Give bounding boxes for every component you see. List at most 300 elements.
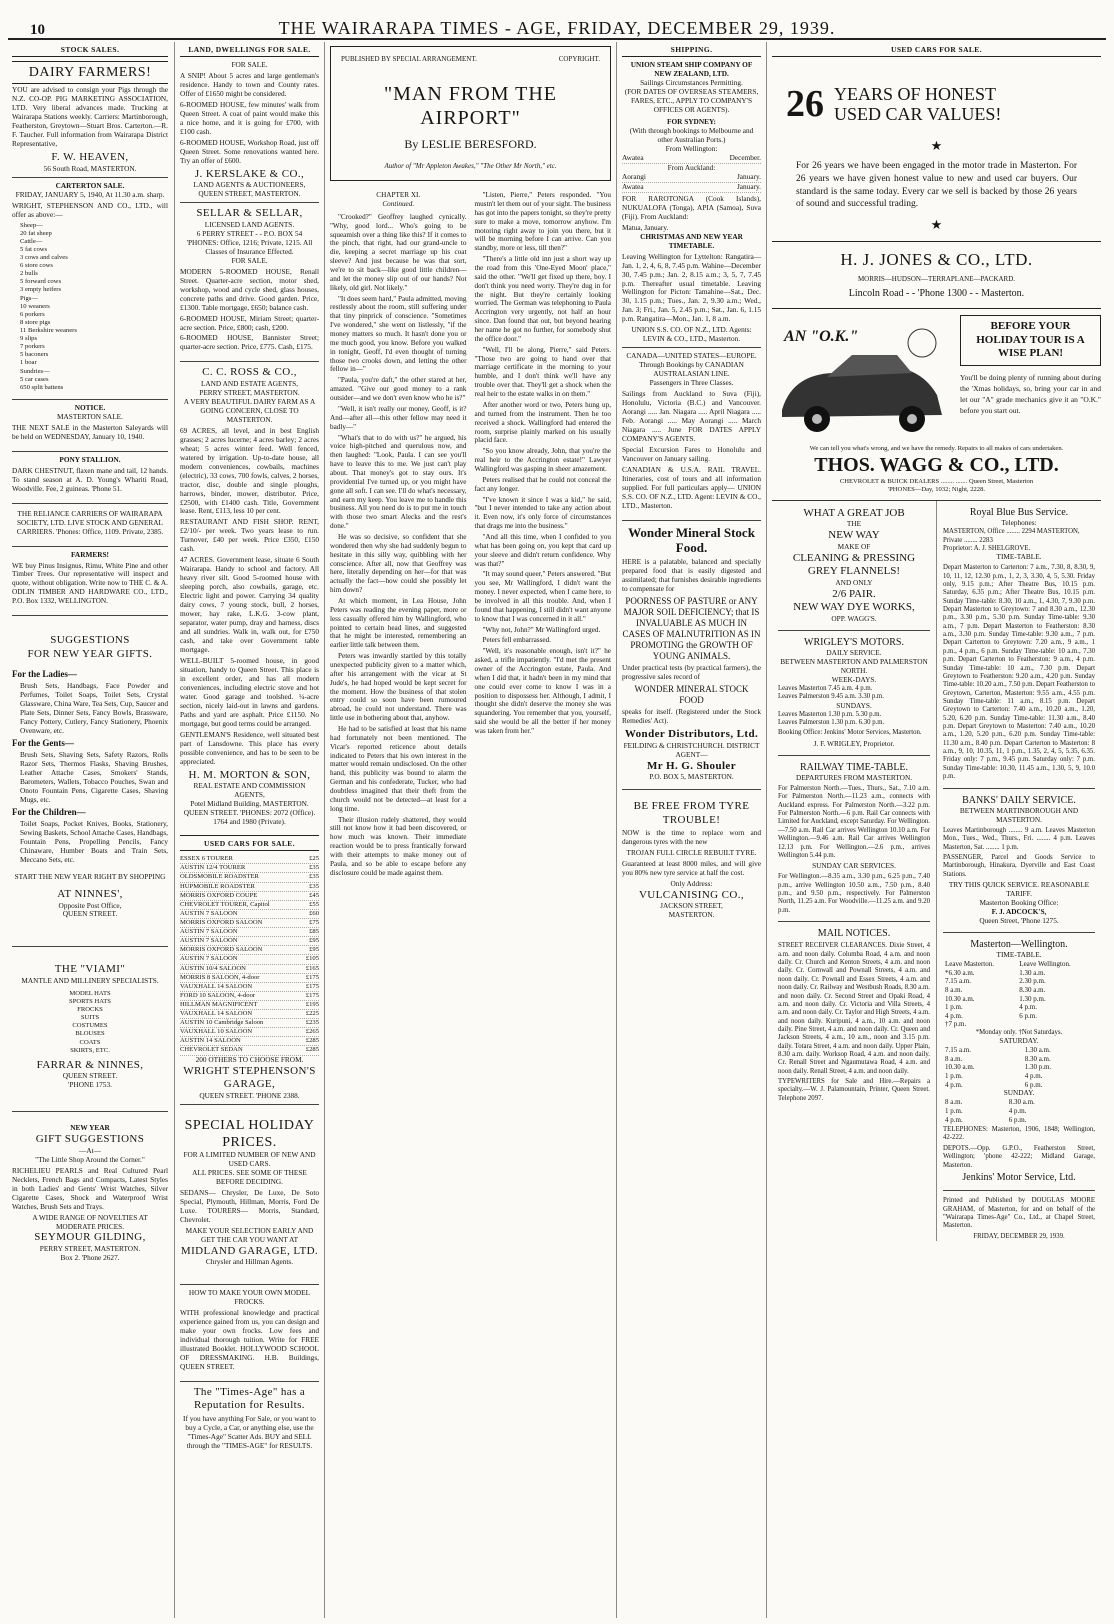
masterton-wellington-table <box>943 960 1095 1029</box>
car-price: £285 <box>305 1037 319 1045</box>
stock-list <box>12 222 168 392</box>
chapter-sub: Continued. <box>382 200 415 209</box>
ad-text: (With through bookings to Melbourne and other Australian Ports.) <box>629 126 754 144</box>
ad-body: Sailings from Auckland to Suva (Fiji), Honolulu, Victoria (B.C.) and Vancouver. Aorangi ..... Jan. Niagara ..... April Niagara ..... Feb. Aorangi ..... May Aorangi ..... March Niagara ..... June FOR DATES APPLY COMPANY'S AGENTS. <box>622 389 761 443</box>
listing: 6-ROOMED HOUSE, Bannister Street; quarter-acre section. Price, £775. Cash, £175. <box>180 333 319 352</box>
ad-subtitle: FOR NEW YEAR GIFTS. <box>27 647 153 660</box>
table-row <box>943 1012 1095 1021</box>
table-cell: 8.30 a.m. <box>1019 985 1046 994</box>
ad-text: MAKE YOUR SELECTION EARLY AND GET THE CAR YOU WANT AT <box>185 1225 314 1244</box>
list-item: 5 forward cows <box>20 278 62 286</box>
car-model: AUSTIN 10 Cambridge Saloon <box>180 1019 264 1027</box>
table-cell: 6 p.m. <box>1008 1115 1027 1124</box>
ad-body: Depart Masterton to Carterton: 7 a.m., 7.30, 8, 8.30, 9, 10, 11, 12, 12.30 p.m., 1, 2, 3, 3.30, 4, 5, 5.30. Friday only, 9.15 p.m.; After Theatre Bus, 10.15 p.m. Saturday, 6.35 p.m.; After Theatre Bus, 10.15 p.m. Sunday Time-table: 8.30, 10 a.m., 1, 4.30, 7, 9.30 p.m. Depart Masterton to Greytown: 7 and 8.30 a.m., 12.30 p.m., 3.30 p.m., 5.30 p.m. Sunday Time-table: 9.30 a.m., 7 p.m. Depart Masterton to Featherston: 8.30 a.m., 3.30 p.m. Sunday Time-table: 9.30 a.m., 7 p.m. Depart Carterton to Greytown: 7.20 a.m., 9 a.m., 1 p.m., 4 p.m., 6 p.m. Sunday Time-table: 10 a.m., 7.30 p.m. Depart Carterton to Featherston: 9 a.m., 4 p.m. Sunday Time-table: 10 a.m., 7.30 p.m. Depart Greytown to Featherston: 9.20 a.m., 4.20 p.m. Sunday Time-table: 10.20 a.m., 7.50 p.m. Depart Featherston to Greytown, Carterton, Masterton: 9.55 a.m., 4.55 p.m. Sunday Time-table: 11 a.m., 8.15 p.m. Depart Greytown to Carterton: 7.40 a.m., 10.20 a.m., 1.20, 5.20, 6.20 p.m. Sunday Time-table: 11.30 a.m., 8.40 p.m. Depart Greytown to Masterton: 7.40 a.m., 10.20 a.m., 1.20, 5.20 p.m., 6.20 p.m. Sunday Time-table: 11.30 a.m., 8.40 p.m. Depart Carterton to Masterton: 8 a.m., 9, 10, 10.35, 11, 1 p.m., 1.35, 2, 4, 5, 5.35, 6.35. Friday only: 7 p.m., 9.45 p.m. Saturday only: 7 p.m. Sunday Time-table: 10.30, 11.45 a.m., 1.30, 5, 9, 10.0 p.m. <box>943 564 1095 781</box>
agent-name: SELLAR & SELLAR, <box>196 207 303 220</box>
viami-list <box>12 990 168 1055</box>
table-cell: 8.30 a.m. <box>1008 1098 1035 1107</box>
paragraph: Peters realised that he could not conceal the fact any longer. <box>474 475 611 493</box>
ad-text: A WIDE RANGE OF NOVELTIES AT MODERATE PRICES. <box>32 1212 148 1231</box>
ad-title: DAIRY FARMERS! <box>12 61 168 84</box>
sunday-table <box>943 1098 1095 1124</box>
ad-text: TRY THIS QUICK SERVICE. REASONABLE TARIFF. <box>948 879 1090 898</box>
ad-body: RICHELIEU PEARLS and Real Cultured Pearl Necklets, French Bags and Compacts, Latest Styles in both Ladies' and Gents' Wrist Watches, Silver Cigarette Cases, Shock and Waterproof Wrist Watches, Brush Sets and Trays. <box>12 1165 168 1211</box>
ok-ad <box>772 315 1101 445</box>
car-price: £285 <box>305 1046 319 1054</box>
ad-title: PONY STALLION. <box>59 454 121 464</box>
ad-text: SATURDAY. <box>999 1036 1039 1046</box>
table-cell: 1.30 a.m. <box>1024 1046 1051 1055</box>
list-item: 9 slips <box>20 335 38 343</box>
paragraph: After another word or two, Peters hung up, and turned from the instrument. Then he too received a shock. Wallingford had entered the room, surprise plainly marked on his usually placid face. <box>474 400 611 445</box>
list-item: Sheep— <box>20 221 43 229</box>
used-car-list <box>180 855 319 1055</box>
list-item: MODEL HATS <box>69 989 111 997</box>
ad-text: SUNDAY CAR SERVICES. <box>812 861 896 871</box>
listing: 6-ROOMED HOUSE, few minutes' walk from Queen Street. A coat of paint would make this a nice home, and it is going for £700, with £100 cash. <box>180 100 319 136</box>
ad-text: From Wellington: <box>665 143 718 153</box>
ad-body: WRIGHT, STEPHENSON AND CO., LTD., will offer as above:— <box>12 200 168 219</box>
ad-body: SEDANS— Chrysler, De Luxe, De Soto Special, Plymouth, Hillman, Morris, Ford De Luxe. TOURERS— Morris, Standard, Chevrolet. <box>180 1187 319 1224</box>
ad-text: Through Bookings by CANADIAN AUSTRALASIAN LINE. <box>639 360 744 379</box>
table-cell: *6.30 a.m. <box>945 968 975 977</box>
car-model: AUSTIN 10/4 SALOON <box>180 964 246 972</box>
agent-name: C. C. ROSS & CO., <box>202 366 297 379</box>
table-row <box>943 977 1095 986</box>
listing: RESTAURANT AND FISH SHOP. RENT, £2/10/- per week. Two years lease to run. Turnover, £40 per week. Price £350, £150 cash. <box>180 517 319 554</box>
agent-text: REAL ESTATE AND COMMISSION AGENTS, <box>193 781 306 800</box>
table-cell: 6 p.m. <box>1019 1011 1037 1020</box>
section-heading: USED CARS FOR SALE. <box>180 835 319 851</box>
car-model: FORD 10 SALOON, 4-door <box>180 991 256 999</box>
car-listing <box>180 946 319 955</box>
list-item: 1 boar <box>20 359 37 367</box>
ad-text: JACKSON STREET, <box>660 901 723 911</box>
ad-text: *Monday only. †Not Saturdays. <box>975 1028 1063 1036</box>
ad-text: We can tell you what's wrong, and we have the remedy. Repairs to all makes of cars undertaken. <box>809 444 1064 452</box>
ad-text: ALL PRICES. SEE SOME OF THESE BEFORE DECIDING. <box>192 1167 307 1186</box>
ad-text: Telephones: <box>1001 518 1037 528</box>
ad-text: PERRY STREET, MASTERTON. <box>39 1243 141 1253</box>
ad-title: SPECIAL HOLIDAY PRICES. <box>184 1117 315 1150</box>
ad-text: Proprietor: A. J. SHELGROVE. <box>943 544 1031 552</box>
ad-title: BEFORE YOUR HOLIDAY TOUR IS A WISE PLAN! <box>960 315 1101 366</box>
car-model: ESSEX 6 TOURER <box>180 855 233 863</box>
ad-body: FOR RAROTONGA (Cook Islands), NUKUALOFA (Tonga), APIA (Samoa), Suva (Fiji). From Auckland: <box>622 193 761 221</box>
paragraph: "Why not, John?" Mr Wallingford urged. <box>482 625 601 634</box>
table-row <box>943 1107 1095 1116</box>
car-listing <box>180 892 319 901</box>
list-item: SUITS <box>80 1014 100 1022</box>
ad-title: CLEANING & PRESSING GREY FLANNELS! <box>792 551 916 578</box>
ad-title: FOR SALE. <box>231 60 268 70</box>
car-listing <box>180 1001 319 1010</box>
ad-body: NOW is the time to replace worn and dangerous tyres with the new <box>622 828 761 847</box>
car-price: £25 <box>309 855 319 863</box>
agent-text: PERRY STREET, MASTERTON. <box>199 387 300 397</box>
list-item: COATS <box>79 1038 101 1046</box>
agent-text: LICENSED LAND AGENTS. <box>204 219 295 229</box>
ad-title: CANADA—UNITED STATES—EUROPE. <box>626 351 757 361</box>
timetable-row: Leaves Masterton 1.30 p.m. 5.30 p.m. <box>778 710 882 718</box>
ad-text: SUNDAY. <box>1003 1088 1035 1098</box>
paragraph: "Listen, Pierre," Peters responded. "You mustn't let them out of your sight. The business has got into the papers tonight, so they're pretty sure to make a move, tomorrow anyhow. I'm motoring right away to join you there, but it will be morning before I can arrive. Can you standby, more or less, till then?" <box>474 191 611 253</box>
ad-title: NEW YEAR <box>70 1123 110 1133</box>
ad-title: CARTERTON SALE. <box>55 180 125 190</box>
table-row <box>943 1046 1095 1055</box>
ad-text: Queen Street, 'Phone 1275. <box>979 915 1059 925</box>
car-price: £35 <box>309 864 319 872</box>
ad-title: HOW TO MAKE YOUR OWN MODEL FROCKS. <box>188 1288 311 1307</box>
list-item: SPORTS HATS <box>69 998 111 1006</box>
table-cell: 1.30 p.m. <box>1024 1063 1052 1072</box>
star-icon: ★ <box>930 217 943 233</box>
ad-subtitle: MASTERTON SALE. <box>57 411 123 421</box>
ad-body: You'll be doing plenty of running about during the 'Xmas holidays, so, bring your car in and let our "A" grade mechanics give it an "O.K." before you start out. <box>960 372 1101 416</box>
ad-body: Special Excursion Fares to Honolulu and Vancouver on January sailing. <box>622 444 761 463</box>
ad-title: GIFT SUGGESTIONS <box>35 1133 145 1146</box>
ok-heading: AN "O.K." <box>784 327 859 345</box>
ad-text: 'PHONE 1753. <box>68 1080 112 1090</box>
paragraph: "And all this time, when I confided to you what has been going on, you kept that card up your sleeve and didn't return confidence. Why was that?" <box>474 532 611 568</box>
ad-text: THE <box>846 519 862 529</box>
ad-title: SUGGESTIONS <box>50 634 130 647</box>
list-item: 11 Berkshire weaners <box>20 327 77 334</box>
ad-title: THE "VIAMI" <box>54 963 126 976</box>
car-price: £95 <box>309 937 319 945</box>
listing: WELL-BUILT 5-roomed house, in good situation, handy to Queen Street. This place is in excellent order, and has all modern conveniences, including electric stove and hot water. Good garage and toolshed. ¼-acre section, nicely laid-out in lawns and gardens. Paths and yard are asphalt. Price £1150. No mortgage, but good terms could be arranged. <box>180 655 319 728</box>
ad-text: MASTERTON, Office ........ 2294 MASTERTON, Private ........ 2283 <box>943 528 1080 544</box>
table-cell: 4 p.m. <box>1024 1072 1043 1081</box>
ad-text: CHEVROLET & BUICK DEALERS ........ ....... Queen Street, Masterton <box>839 477 1034 485</box>
car-listing <box>180 883 319 892</box>
ad-name: MAIL NOTICES. <box>817 928 891 940</box>
ad-text: START THE NEW YEAR RIGHT BY SHOPPING <box>14 872 166 882</box>
list-item: 3 cows and calves <box>20 254 68 262</box>
ad-text: 'PHONES—Day, 1032; Night, 2228. <box>887 485 986 493</box>
paragraph: Peters fell embarrassed. <box>482 636 551 645</box>
story-author: By LESLIE BERESFORD. <box>404 136 537 151</box>
ad-price: 2/6 PAIR. <box>832 587 876 600</box>
table-cell: 4 p.m. <box>1019 1003 1037 1012</box>
table-cell: 6 p.m. <box>1024 1080 1043 1089</box>
agent-text: 6 PERRY STREET - - P.O. BOX 54 'PHONES: Office, 1216; Private, 1215. All Classes of Insurance Effected. <box>186 228 313 256</box>
car-model: MORRIS OXFORD SALOON <box>180 918 263 926</box>
listing: GENTLEMAN'S Residence, well situated best part of Lansdowne. This place has every possible convenience, and has to be seen to be appreciated. <box>180 729 319 766</box>
years-text <box>834 85 1001 125</box>
ad-body: WITH professional knowledge and practical experience gained from us, you can design and make your own frocks. Low fees and individual thorough tuition. Write for FREE illustrated Booklet. HOLLYWOOD SCHOOL OF DRESSMAKING. H.B. Buildings, QUEEN STREET. <box>180 1308 319 1371</box>
paragraph: "Well, I'll be along, Pierre," said Peters. "Those two are going to hand over that marriage certificate in the morning to your humble, and I don't think we'll have any trouble over that. They'll get a shock when the real heir to the estate walks in on them." <box>474 345 611 399</box>
table-row <box>943 1003 1095 1012</box>
list-item: SKIRTS, ETC. <box>70 1046 110 1054</box>
section-heading: USED CARS FOR SALE. <box>772 42 1101 57</box>
ad-heading: FOR SYDNEY: <box>667 117 716 127</box>
ad-text: MAKE OF <box>837 541 871 551</box>
paragraph: "Well, it isn't really our money, Geoff, is it? And—after all—this other fellow may need it badly—" <box>330 404 467 431</box>
paragraph: Peters was inwardly startled by this totally unexpected publicity given to a matter which, after his arrangement with the vicar at St Jude's, he had hoped would be kept secret for the moment. How the business of that stolen entry could so soon have been rumoured abroad, he could not understand. There was little use in bothering about that, anyhow. <box>330 652 467 723</box>
car-listing <box>180 873 319 882</box>
car-model: HILLMAN MAGNIFICENT <box>180 1000 258 1008</box>
list-item: 2 bulls <box>20 270 38 278</box>
list-item: Pigs— <box>20 294 38 302</box>
ad-text: MASTERTON. <box>668 910 715 920</box>
ship-date: January. <box>736 181 761 191</box>
agent-text: Potel Midland Building, MASTERTON. QUEEN STREET. 'PHONES: 2072 (Office). 1764 and 1980 (Private). <box>183 799 316 826</box>
car-model: AUSTIN 14 SALOON <box>180 1037 241 1045</box>
ship-name: Awatea <box>622 152 644 162</box>
paragraph: "It does seem hard," Paula admitted, moving restlessly about the room, still suffering under that tiny pinprick of conscience. "Sometimes I've wondered," she went on listlessly, "if the money matters so much. It hasn't done you or me much good, you know. Before you walked in tonight, Geoff, I'd even thought of turning those two crooks down, and letting the other fellow in—" <box>330 294 467 374</box>
car-price: £60 <box>309 909 319 917</box>
car-listing <box>180 965 319 974</box>
ad-text: QUEEN STREET. <box>62 909 118 919</box>
table-row <box>943 986 1095 995</box>
ad-heading: For the Children— <box>12 807 86 818</box>
table-cell: 8.30 a.m. <box>1024 1054 1051 1063</box>
ad-body: STREET RECEIVER CLEARANCES. Dixie Street, 4 a.m. and noon daily. Columba Road, 4 a.m. and noon daily. Cr. Church and Kenton Streets, 4 a.m. and noon daily. Cr. Cornwall and Pownall Streets, 4 a.m. and noon daily. Cr. Pownall and Essex Streets, 4 a.m. and noon daily. Cr. Railway and Westbush Roads, 8.30 a.m. and noon daily. Cr. Second Street and Opaki Road, 4 a.m. and noon daily. Cr. Victoria and Villa Streets, 4 a.m. and noon daily. Cr. Taylor and High Streets, 4 a.m. and noon daily. Kuripuni, 4 a.m., 10 a.m. and noon daily. Pine Street, 4 a.m. and noon daily. Cr. Queen and Jackson Streets, 4 a.m., 10 a.m., noon and 3.15 p.m. daily. Totara Street, 4 a.m. and noon daily. Upper Plain, 8.30 a.m. daily. Worksop Road, 4 a.m. and noon daily. Cr. Renall Street and Ngaumutawa Road, 4 a.m. and noon daily. Renall Street, 4 a.m. and noon daily. <box>778 942 930 1075</box>
table-cell: 4 p.m. <box>945 1080 963 1089</box>
car-listing <box>180 910 319 919</box>
table-cell: 2.30 p.m. <box>1019 977 1046 986</box>
timetable-row: Leaves Palmerston 9.45 a.m. 3.30 p.m. <box>778 693 884 701</box>
ad-body: TYPEWRITERS for Sale and Hire.—Repairs a specialty.—W. J. Palamountain, Printer, Queen Street. Telephone 2097. <box>778 1078 930 1102</box>
ad-body: DEPOTS.—Opp. G.P.O., Featherston Street, Wellington; 'phone 42-222; Midland Garage, Masterton. <box>943 1144 1095 1169</box>
ad-title: The "Times-Age" has a Reputation for Results. <box>193 1385 306 1412</box>
agent-text: QUEEN STREET, MASTERTON. <box>198 189 301 199</box>
ad-title: NEW WAY <box>828 529 880 542</box>
list-item: COSTUMES <box>72 1022 108 1030</box>
star-icon: ★ <box>930 137 943 153</box>
ad-name: Jenkins' Motor Service, Ltd. <box>962 1171 1076 1183</box>
car-price: £35 <box>309 873 319 881</box>
agent-text: LAND AGENTS & AUCTIONEERS, <box>193 180 306 190</box>
car-price: £235 <box>305 1019 319 1027</box>
ad-title: BE FREE FROM TYRE TROUBLE! <box>633 800 750 826</box>
ad-title: FARMERS! <box>71 549 109 559</box>
ad-heading: For the Gents— <box>12 738 74 749</box>
ad-body: Brush Sets, Shaving Sets, Safety Razors, Rolls Razor Sets, Thermos Flasks, Shaving Brushes, Leather Attache Cases, Smokers' Stands, Barometers, Wallets, Tobacco Pouches, Swan and Onoto Fountain Pens, Cigarette Cases, Shaving Mugs, etc. <box>20 750 168 805</box>
list-item: 7 porkers <box>20 343 45 351</box>
car-listing <box>180 983 319 992</box>
car-price: £265 <box>305 1028 319 1036</box>
timetable-row: Leaves Masterton 7.45 a.m. 4 p.m. <box>778 685 873 693</box>
car-listing <box>180 1019 319 1028</box>
paragraph: "It may sound queer," Peters answered. "But you see, Mr Wallingford, I didn't want the money. I never expected, when I came here, to be involved in all this trouble. And, when I found that happening, I still didn't want anyone to know that I was concerned in it all." <box>474 570 611 623</box>
car-price: £35 <box>309 882 319 890</box>
table-row <box>943 1116 1095 1125</box>
section-heading: LAND, DWELLINGS FOR SALE. <box>180 42 319 57</box>
table-cell: 1 p.m. <box>945 1072 963 1081</box>
story-header-box <box>330 46 611 181</box>
ad-body: Booking Office: Jenkins' Motor Services, Masterton. <box>778 729 922 737</box>
saturday-table <box>943 1046 1095 1089</box>
table-cell: 1.30 a.m. <box>1019 968 1046 977</box>
list-item: Cattle— <box>20 237 43 245</box>
table-cell: 1.30 p.m. <box>1019 994 1046 1003</box>
car-price: £175 <box>305 991 319 999</box>
paragraph: "So you know already, John, that you're the real heir to the Accrington estate!" Lawyer Wallingford was gasping in sheer amazement. <box>474 447 611 473</box>
ad-body: If you have anything For Sale, or you want to buy a Cycle, a Car, or anything else, use the "Times-Age" Scatter Ads. BUY and SELL through the "TIMES-AGE" for RESULTS. <box>183 1413 316 1450</box>
years-number: 26 <box>786 83 824 126</box>
ad-text: J. F. WRIGLEY, Proprietor. <box>813 738 895 748</box>
table-cell: 8 a.m. <box>945 985 963 994</box>
car-price: £95 <box>309 946 319 954</box>
car-model: AUSTIN 12/4 TOURER <box>180 864 246 872</box>
table-cell: 1 p.m. <box>945 1003 963 1012</box>
ad-body: PASSENGER, Parcel and Goods Service to Martinborough, Hinakura, Dyerville and East Coast Stations. <box>943 853 1095 878</box>
paragraph: "Well, it's reasonable enough, isn't it?" he asked, a trifle impatiently. "I'd met the present owner of the Accrington estate, Paula. And when I did that, it hadn't been in my mind that one could ever come to know I was in a position to dispossess her. Although, I admit, I thought she didn't deserve the money she was squandering. You remember that you, yourself, said she would be all the better if her money was taken from her." <box>474 647 611 735</box>
ad-text: Sailings Circumstances Permitting. <box>640 78 743 88</box>
column-used-cars-services <box>766 42 1106 1618</box>
ad-name: AT NINNES', <box>57 888 123 900</box>
table-row <box>943 1055 1095 1064</box>
agent-name: H. M. MORTON & SON, <box>188 768 311 781</box>
column-land-dwellings <box>174 42 324 1618</box>
list-item: 8 store pigs <box>20 318 51 326</box>
car-price: £75 <box>309 918 319 926</box>
paragraph: "Paula, you're daft," the other stared at her, amazed. "Give our good money to a rank outsider—and we don't even know who he is?" <box>330 376 467 403</box>
car-model: MORRIS OXFORD SALOON <box>180 946 263 954</box>
table-cell: 4 p.m. <box>1008 1106 1027 1115</box>
ad-text: BETWEEN MARTINBOROUGH AND MASTERTON. <box>959 805 1079 824</box>
paragraph: At which moment, in Lea House, John Peters was reading the evening paper, more or less casually offered him by Wallingford, who pointed to certain head lines, and suggested that he might be interested, remembering an earlier little talk between them. <box>330 596 467 650</box>
ad-text: Chrysler and Hillman Agents. <box>205 1257 294 1267</box>
ad-heading: For the Ladies— <box>12 669 77 680</box>
ad-text: SUNDAYS. <box>836 700 872 710</box>
ad-body: Toilet Soaps, Pocket Knives, Books, Stationery, Sewing Baskets, School Attache Cases, Handbags, Fountain Pens, Propelling Pencils, Fancy Chinaware, Humber Boats and Train Sets, Meccano Sets, etc. <box>20 819 168 865</box>
column-stock-sales <box>8 42 174 1618</box>
table-cell: 4 p.m. <box>945 1011 963 1020</box>
ad-text: —At— <box>79 1145 101 1155</box>
ad-text: (FOR DATES OF OVERSEAS STEAMERS, FARES, ETC., APPLY TO COMPANY'S OFFICES OR AGENTS). <box>624 87 759 115</box>
ad-body: For Wellington.—8.35 a.m., 3.30 p.m., 6.25 p.m., 7.40 p.m., arrive Wellington 10.50 a.m., 7.50 p.m., 8.40 p.m., and 9.50 p.m., respectively. For Palmerston North, 11.25 a.m. For Woodville.—11.25 a.m. and 9.20 p.m. <box>778 873 930 914</box>
ad-body: THE RELIANCE CARRIERS OF WAIRARAPA SOCIETY, LTD. LIVE STOCK AND GENERAL CARRIERS. 'Phones: Office, 1109. Private, 2385. <box>16 508 164 536</box>
ad-name: NEW WAY DYE WORKS, <box>793 601 915 614</box>
ship-date: January. <box>736 171 761 181</box>
ad-text: Lincoln Road - - 'Phone 1300 - - Masterton. <box>848 287 1025 299</box>
car-listing <box>180 928 319 937</box>
imprint-date: FRIDAY, DECEMBER 29, 1939. <box>973 1232 1065 1240</box>
table-cell: 8 a.m. <box>945 1098 963 1107</box>
car-model: AUSTIN 7 SALOON <box>180 928 238 936</box>
car-listing <box>180 855 319 864</box>
ad-title: NOTICE. <box>74 402 106 412</box>
ad-text: A VERY BEAUTIFUL DAIRY FARM AS A GOING CONCERN, CLOSE TO MASTERTON. <box>183 396 316 424</box>
ad-body: YOU are advised to consign your Pigs through the N.Z. CO-OP. PIG MARKETING ASSOCIATION, LTD. Very liberal advances made. Trucking at Wairarapa Stations weekly. Carriers: Martinborough, Featherston, Greytown—Stuart Bros. Carterton.—R. F. Taucher. Full information from Wairarapa District Representative, <box>12 85 168 149</box>
car-listing <box>180 1037 319 1046</box>
car-listing <box>180 1010 319 1019</box>
listing: 69 ACRES, all level, and in best English grasses; 2 acres lucerne; 4 acres barley; 2 acres wheat; 5 acres winter feed. Well fenced, watered by irrigation. Up-to-date house, all modern conveniences, cowbails, machines (electric), 33 cows, 700 fowls, calves, 2 horses, tractor, disc, double and single ploughs, harrows, binder, mower, distributor. Price, £2500, with £1400 cash. Title, Government lease. Rent, £113, less 10 per cent. <box>180 425 319 516</box>
ad-text: Box 2. 'Phone 2627. <box>60 1252 120 1262</box>
ad-name: Wonder Distributors, Ltd. <box>624 728 759 741</box>
years-line: USED CAR VALUES! <box>834 103 1002 124</box>
ad-text: BETWEEN MASTERTON AND PALMERSTON NORTH. <box>780 657 928 676</box>
list-item: BLOUSES <box>75 1030 105 1038</box>
ad-body: WE buy Pinus Insignus, Rimu, White Pine and other Timber Trees. Our representative will inspect and quote, without obligation. Write now to THE C. & A. ODLIN TIMBER AND HARDWARE CO., LTD., P.O. Box 1332, WELLINGTON. <box>12 560 168 606</box>
years-line: YEARS OF HONEST <box>834 83 997 104</box>
agent-text: LAND AND ESTATE AGENTS, <box>200 378 299 388</box>
newspaper-title: THE WAIRARAPA TIMES - AGE, FRIDAY, DECEMBER 29, 1939. <box>278 18 836 38</box>
ad-name: WRIGLEY'S MOTORS. <box>804 636 904 648</box>
ad-body: For Palmerston North.—Tues., Thurs., Sat., 7.10 a.m. For Palmerston North.—11.23 a.m., connects with Auckland express. For Palmerston North.—3.22 p.m. For Palmerston North.—6 p.m. Rail Car connects with Limited for Auckland, except Saturday. For Wellington.—7.50 a.m. Rail Car arrives Wellington 10.10 a.m. For Wellington.—9.46 a.m. Rail Car arrives Wellington 12.13 p.m. For Wellington.—2.6 p.m., arrives Wellington 5.44 p.m. <box>778 785 930 859</box>
car-price: £195 <box>305 1000 319 1008</box>
table-row <box>943 1072 1095 1081</box>
car-model: AUSTIN 7 SALOON <box>180 937 238 945</box>
ad-body: TELEPHONES: Masterton, 1906, 1848; Wellington, 42-222. <box>943 1126 1095 1142</box>
car-price: £175 <box>305 973 319 981</box>
ad-name: F. J. ADCOCK'S, <box>991 906 1047 916</box>
car-model: VAUXHALL 14 SALOON <box>180 982 253 990</box>
car-listing <box>180 937 319 946</box>
ad-title: UNION STEAM SHIP COMPANY OF NEW ZEALAND, LTD. <box>630 60 753 79</box>
ad-body: Under practical tests (by practical farmers), the progressive sales record of <box>622 663 761 682</box>
table-cell <box>1017 1020 1095 1029</box>
ad-title: Wonder Mineral Stock Food. <box>628 524 755 556</box>
car-listing <box>180 1028 319 1037</box>
car-illustration <box>772 315 952 445</box>
ad-name: Masterton—Wellington. <box>970 938 1068 950</box>
table-row <box>943 1063 1095 1072</box>
author-note: Author of "Mr Appleton Awakes," "The Other Mr North," etc. <box>384 161 557 170</box>
listing: MODERN 5-ROOMED HOUSE, Renall Street. Quarter-acre section, motor shed, workshop, wood and cycle shed, glass houses, concrete paths and drive. Good garden. Price, £1300. Table mortgage, £650; balance cash. <box>180 266 319 312</box>
table-cell: †7 p.m. <box>945 1020 967 1029</box>
column-shipping <box>616 42 766 1618</box>
ad-title: WHAT A GREAT JOB <box>803 506 905 519</box>
car-model: CHEVROLET SEDAN <box>180 1046 243 1054</box>
ad-text: TIME-TABLE. <box>996 552 1042 562</box>
ad-name: SEYMOUR GILDING, <box>34 1231 146 1244</box>
ad-text: MORRIS—HUDSON—TERRAPLANE—PACKARD. <box>857 275 1016 284</box>
ad-name: MIDLAND GARAGE, LTD. <box>180 1244 319 1257</box>
car-price: £175 <box>305 982 319 990</box>
ad-body: Leaving Wellington for Lyttelton: Rangatira—Jan. 1, 2, 4, 6, 8, 7.45 p.m. Wahine—December 30, 7.45 p.m.; Jan. 2, 8.15 a.m.; 3, 5, 7, 7.45 p.m. Thereafter usual timetable. Leaving Wellington for Picton: Tamahine—Sat., Dec. 30, 1.15 p.m.; Tues., Jan. 2, 9.30 a.m.; Wed., Jan. 3; Fri., Jan. 5, 2.45 p.m.; Sat., Jan. 6, 1.15 p.m. Rangatira—Mon., Jan. 1, 8 a.m. <box>622 251 761 324</box>
chapter-heading: CHAPTER XI. <box>376 191 421 200</box>
car-listing <box>180 974 319 983</box>
ad-text: P.O. BOX 5, MASTERTON. <box>649 772 734 782</box>
ad-name: THOS. WAGG & CO., LTD. <box>814 454 1059 477</box>
ad-body: CANADIAN & U.S.A. RAIL TRAVEL. Itineraries, cost of tours and all information supplied. For full particulars apply— UNION S.S. CO. OF N.Z., LTD. Agent: LEVIN & CO., LTD., Masterton. <box>622 464 761 510</box>
ad-text: QUEEN STREET. 'PHONE 2388. <box>199 1090 300 1100</box>
car-model: AUSTIN 7 SALOON <box>180 909 238 917</box>
ad-body: speaks for itself. (Registered under the Stock Remedies' Act). <box>622 707 761 726</box>
paragraph: Their illusion rudely shattered, they would still not know how it had been discovered, or how much was known. Their immediate reaction would be to press frantically forward with their attempts to make money out of Paula, and so be able to escape before any disclosure could be made against them. <box>330 815 467 877</box>
ad-name: Royal Blue Bus Service. <box>969 506 1069 518</box>
paragraph: "Crooked?" Geoffrey laughed cynically. "Why, good lord... Who's going to be squeamish over a thing like this? If it comes to the pinch, that right, had our grand-uncle to die, keeping a secret marriage up his coat sleeve? And just because he was that sort, we're to sit back—like good little children—and let the money slip out of our hands? Not likely, old girl. Not likely." <box>330 212 467 292</box>
ad-text: DAILY SERVICE. <box>826 648 882 658</box>
section-heading: STOCK SALES. <box>12 42 168 57</box>
publish-note: PUBLISHED BY SPECIAL ARRANGEMENT. <box>341 55 477 63</box>
car-price: £105 <box>305 955 319 963</box>
list-item: 10 weaners <box>20 302 50 310</box>
ad-name: F. W. HEAVEN, <box>51 151 129 164</box>
ad-body: Guaranteed at least 8000 miles, and will give you 80% new tyre service at half the cost. <box>622 859 761 878</box>
listing: 47 ACRES. Government lease, situate 6 South Wairarapa. Handy to school and factory. All heavy river silt. Good 5-roomed house with sleeping porch, also cowbails, garage, etc. Electric light and power. Carrying 34 quality dairy cows, 7 young stock, bull, 2 horses, mower, hay rake, L.K.G. 3-cow plant, separator, water pump, dray and harness, discs and all sundries. Walk in, walk out, for £750 cash, and take over Government table mortgage. <box>180 555 319 655</box>
ad-body: Brush Sets, Handbags, Face Powder and Perfumes, Toilet Soaps, Toilet Sets, Crystal Glassware, China Ware, Tea Sets, Cup, Saucer and Plate Sets, Dinner Sets, Fancy Bowls, Brassware, Fancy Pottery, Cutlery, Fancy Stationery, Phoenix Ovenware, etc. <box>20 681 168 736</box>
list-item: 3 empty heifers <box>20 286 62 294</box>
car-model: VAUXHALL 14 SALOON <box>180 1010 253 1018</box>
paragraph: He had to be satisfied at least that his name had fortunately not been mentioned. The Vicar's reported reticence about details indicated to Peters that his own interest in the matter would remain undisclosed. On the other hand, this publicity was bound to alarm the German and his confederate, Tucker, who had doubtless imagined that their theft from the church would not be detected—at least for a long time. <box>330 725 467 813</box>
ship-name: Aorangi <box>622 171 646 181</box>
agent-name: J. KERSLAKE & CO., <box>194 167 305 180</box>
ad-text: Passengers in Three Classes. <box>649 378 734 388</box>
ad-text: "The Little Shop Around the Corner." <box>35 1154 145 1164</box>
car-price: £85 <box>309 928 319 936</box>
car-price: £45 <box>309 891 319 899</box>
listing: A SNIP! About 5 acres and large gentleman's residence. Handy to town and County rates. Offer of £1650 might be considered. <box>180 71 319 99</box>
ad-text: TIME-TABLE. <box>996 950 1042 960</box>
car-price: £225 <box>305 1010 319 1018</box>
car-model: AUSTIN 7 SALOON <box>180 955 238 963</box>
car-listing <box>180 901 319 910</box>
column-serial-story <box>324 42 616 1618</box>
